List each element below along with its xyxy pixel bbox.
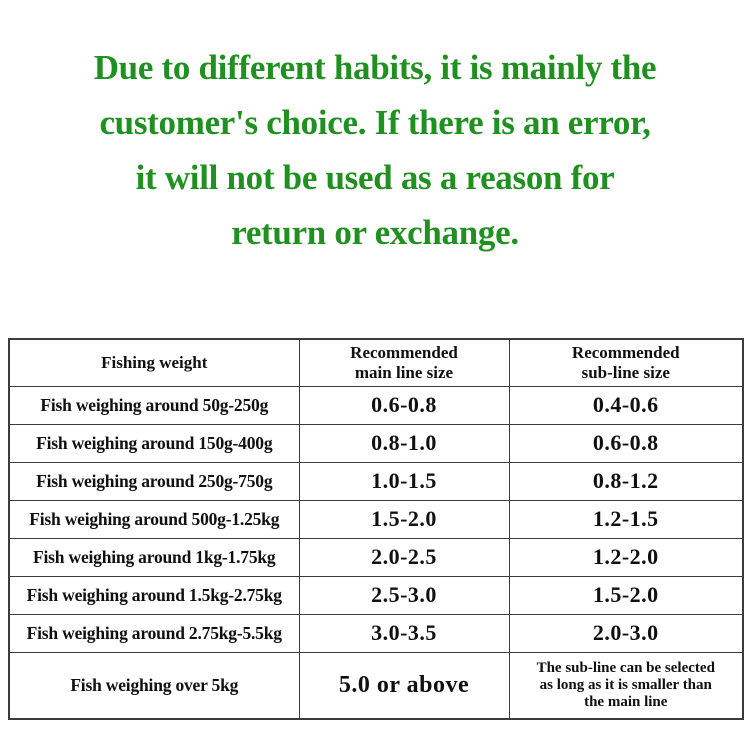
header-sub-line-size bbox=[509, 339, 743, 386]
header-text: main line size bbox=[354, 362, 454, 382]
main-line-cell: 0.6-0.8 bbox=[299, 386, 509, 424]
header-text: Recommended bbox=[571, 342, 680, 362]
main-line-cell: 2.0-2.5 bbox=[299, 538, 509, 576]
line-size-table bbox=[8, 338, 744, 720]
weight-cell: Fish weighing around 1kg-1.75kg bbox=[9, 538, 299, 576]
table-row bbox=[9, 386, 743, 424]
header-main-line-size bbox=[299, 339, 509, 386]
sub-line-cell: 0.8-1.2 bbox=[509, 462, 743, 500]
table-row-over-5kg bbox=[9, 652, 743, 719]
sub-line-cell: 0.6-0.8 bbox=[509, 424, 743, 462]
header-text: Fishing weight bbox=[101, 352, 208, 372]
table-row bbox=[9, 462, 743, 500]
sub-line-cell: 1.2-2.0 bbox=[509, 538, 743, 576]
header-text: Recommended bbox=[350, 342, 458, 362]
table-row bbox=[9, 576, 743, 614]
weight-cell: Fish weighing around 2.75kg-5.5kg bbox=[9, 614, 299, 652]
sub-line-cell: 2.0-3.0 bbox=[509, 614, 743, 652]
main-line-cell: 0.8-1.0 bbox=[299, 424, 509, 462]
heading-line: return or exchange. bbox=[231, 213, 519, 252]
weight-cell: Fish weighing around 250g-750g bbox=[9, 462, 299, 500]
sub-line-cell: 1.2-1.5 bbox=[509, 500, 743, 538]
main-line-cell: 1.0-1.5 bbox=[299, 462, 509, 500]
table-row bbox=[9, 538, 743, 576]
heading-line: Due to different habits, it is mainly the bbox=[93, 48, 657, 87]
main-line-cell: 5.0 or above bbox=[299, 652, 509, 719]
table-row bbox=[9, 424, 743, 462]
header-text: sub-line size bbox=[581, 362, 670, 382]
heading-line: it will not be used as a reason for bbox=[135, 158, 615, 197]
weight-cell: Fish weighing around 50g-250g bbox=[9, 386, 299, 424]
weight-cell: Fish weighing over 5kg bbox=[9, 652, 299, 719]
disclaimer-heading bbox=[0, 40, 750, 260]
table-row bbox=[9, 614, 743, 652]
header-fishing-weight bbox=[9, 339, 299, 386]
sub-line-note-cell bbox=[509, 652, 743, 719]
sub-line-note-text: The sub-line can be selected as long as it is smaller than the main line bbox=[536, 659, 715, 710]
sub-line-cell: 1.5-2.0 bbox=[509, 576, 743, 614]
weight-cell: Fish weighing around 1.5kg-2.75kg bbox=[9, 576, 299, 614]
main-line-cell: 2.5-3.0 bbox=[299, 576, 509, 614]
table-row bbox=[9, 500, 743, 538]
weight-cell: Fish weighing around 500g-1.25kg bbox=[9, 500, 299, 538]
weight-cell: Fish weighing around 150g-400g bbox=[9, 424, 299, 462]
main-line-cell: 1.5-2.0 bbox=[299, 500, 509, 538]
sub-line-cell: 0.4-0.6 bbox=[509, 386, 743, 424]
table-header-row bbox=[9, 339, 743, 386]
main-line-cell: 3.0-3.5 bbox=[299, 614, 509, 652]
heading-line: customer's choice. If there is an error, bbox=[99, 103, 651, 142]
